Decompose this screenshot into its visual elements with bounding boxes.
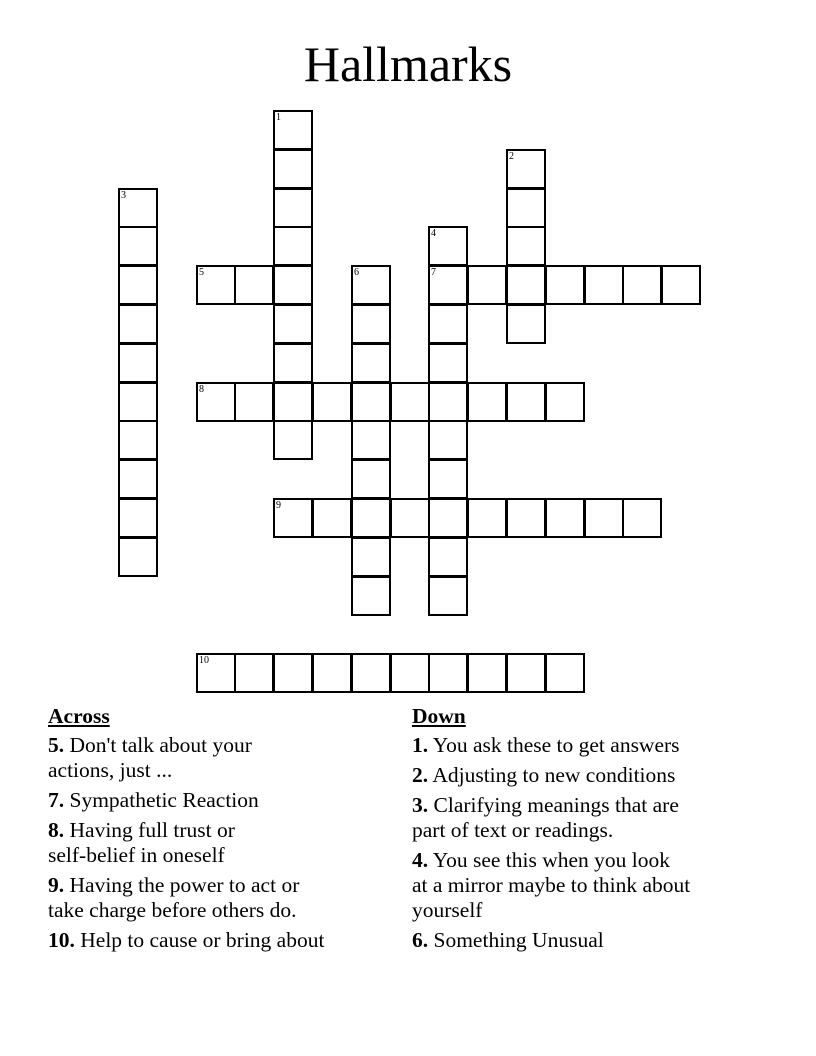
clue-number: 10 — [199, 655, 209, 666]
grid-cell[interactable] — [622, 498, 662, 538]
across-clue — [48, 873, 388, 923]
grid-cell[interactable] — [118, 382, 158, 422]
clue-text: actions, just ... — [48, 758, 173, 782]
grid-cell[interactable] — [196, 653, 236, 693]
grid-cell[interactable] — [506, 265, 546, 305]
clue-text: Something Unusual — [433, 928, 604, 952]
clue-text: Adjusting to new conditions — [432, 763, 676, 787]
down-clue — [412, 763, 752, 788]
clue-text: part of text or readings. — [412, 818, 614, 842]
clue-num: 3. — [412, 793, 429, 817]
grid-cell[interactable] — [118, 459, 158, 499]
grid-cell[interactable] — [273, 343, 313, 383]
across-clues — [48, 704, 388, 958]
clue-text: Having full trust or — [69, 818, 235, 842]
grid-cell[interactable] — [390, 653, 430, 693]
grid-cell[interactable] — [428, 343, 468, 383]
grid-cell[interactable] — [428, 459, 468, 499]
grid-cell[interactable] — [584, 265, 624, 305]
grid-cell[interactable] — [196, 382, 236, 422]
grid-cell[interactable] — [506, 498, 546, 538]
grid-cell[interactable] — [506, 149, 546, 189]
grid-cell[interactable] — [351, 459, 391, 499]
grid-cell[interactable] — [196, 265, 236, 305]
grid-cell[interactable] — [545, 265, 585, 305]
grid-cell[interactable] — [467, 653, 507, 693]
clue-text: Help to cause or bring about — [80, 928, 325, 952]
grid-cell[interactable] — [351, 343, 391, 383]
clue-num: 5. — [48, 733, 65, 757]
grid-cell[interactable] — [428, 226, 468, 266]
grid-cell[interactable] — [351, 265, 391, 305]
grid-cell[interactable] — [118, 265, 158, 305]
across-clue — [48, 928, 388, 953]
grid-cell[interactable] — [273, 149, 313, 189]
across-clue — [48, 818, 388, 868]
grid-cell[interactable] — [234, 382, 274, 422]
clue-num: 2. — [412, 763, 429, 787]
grid-cell[interactable] — [118, 188, 158, 228]
clue-text: Don't talk about your — [69, 733, 252, 757]
grid-cell[interactable] — [351, 382, 391, 422]
clue-num: 6. — [412, 928, 429, 952]
grid-cell[interactable] — [506, 382, 546, 422]
grid-cell[interactable] — [234, 653, 274, 693]
grid-cell[interactable] — [428, 576, 468, 616]
clue-text: self-belief in oneself — [48, 843, 225, 867]
grid-cell[interactable] — [234, 265, 274, 305]
grid-cell[interactable] — [428, 537, 468, 577]
grid-cell[interactable] — [351, 537, 391, 577]
clue-number: 3 — [121, 190, 126, 201]
clue-text: Having the power to act or — [69, 873, 300, 897]
clue-text: take charge before others do. — [48, 898, 297, 922]
clue-text: Sympathetic Reaction — [69, 788, 259, 812]
across-clue-list — [48, 733, 388, 953]
clue-text: You ask these to get answers — [432, 733, 680, 757]
down-clue — [412, 733, 752, 758]
grid-cell[interactable] — [118, 420, 158, 460]
grid-cell[interactable] — [273, 304, 313, 344]
grid-cell[interactable] — [428, 420, 468, 460]
clue-text: Clarifying meanings that are — [433, 793, 679, 817]
grid-cell[interactable] — [506, 304, 546, 344]
down-clues — [412, 704, 752, 958]
puzzle-title: Hallmarks — [303, 36, 513, 92]
grid-cell[interactable] — [622, 265, 662, 305]
grid-cell[interactable] — [273, 653, 313, 693]
grid-cell[interactable] — [661, 265, 701, 305]
grid-cell[interactable] — [506, 653, 546, 693]
grid-cell[interactable] — [351, 653, 391, 693]
clue-num: 4. — [412, 848, 429, 872]
grid-cell[interactable] — [545, 653, 585, 693]
grid-cell[interactable] — [118, 498, 158, 538]
grid-cell[interactable] — [273, 110, 313, 150]
down-clue — [412, 848, 752, 923]
clue-num: 9. — [48, 873, 65, 897]
across-clue — [48, 788, 388, 813]
grid-cell[interactable] — [428, 304, 468, 344]
grid-cell[interactable] — [118, 304, 158, 344]
grid-cell[interactable] — [118, 537, 158, 577]
down-clue — [412, 793, 752, 843]
grid-cell[interactable] — [351, 420, 391, 460]
grid-cell[interactable] — [273, 498, 313, 538]
clue-num: 10. — [48, 928, 75, 952]
grid-cell[interactable] — [467, 265, 507, 305]
clue-num: 1. — [412, 733, 429, 757]
grid-cell[interactable] — [428, 498, 468, 538]
clue-number: 6 — [354, 267, 359, 278]
clue-number: 5 — [199, 267, 204, 278]
down-clue — [412, 928, 752, 953]
clue-text: yourself — [412, 898, 483, 922]
grid-cell[interactable] — [312, 653, 352, 693]
across-heading: Across — [48, 704, 110, 728]
clue-number: 1 — [276, 112, 281, 123]
grid-cell[interactable] — [584, 498, 624, 538]
grid-cell[interactable] — [428, 382, 468, 422]
grid-cell[interactable] — [390, 382, 430, 422]
clue-number: 4 — [431, 228, 436, 239]
grid-cell[interactable] — [467, 498, 507, 538]
grid-cell[interactable] — [312, 498, 352, 538]
grid-cell[interactable] — [118, 343, 158, 383]
grid-cell[interactable] — [506, 188, 546, 228]
grid-cell[interactable] — [467, 382, 507, 422]
clue-number: 8 — [199, 384, 204, 395]
grid-cell[interactable] — [545, 498, 585, 538]
grid-cell[interactable] — [351, 304, 391, 344]
grid-cell[interactable] — [351, 498, 391, 538]
grid-cell[interactable] — [273, 188, 313, 228]
grid-cell[interactable] — [351, 576, 391, 616]
grid-cell[interactable] — [273, 420, 313, 460]
grid-cell[interactable] — [118, 226, 158, 266]
grid-cell[interactable] — [273, 226, 313, 266]
grid-cell[interactable] — [428, 265, 468, 305]
clue-number: 9 — [276, 500, 281, 511]
grid-cell[interactable] — [312, 382, 352, 422]
grid-cell[interactable] — [506, 226, 546, 266]
clue-text: at a mirror maybe to think about — [412, 873, 691, 897]
grid-cell[interactable] — [273, 265, 313, 305]
clue-num: 7. — [48, 788, 65, 812]
grid-cell[interactable] — [390, 498, 430, 538]
clue-number: 2 — [509, 151, 514, 162]
across-clue — [48, 733, 388, 783]
down-heading: Down — [412, 704, 466, 728]
clue-number: 7 — [431, 267, 436, 278]
down-clue-list — [412, 733, 752, 953]
grid-cell[interactable] — [273, 382, 313, 422]
clue-text: You see this when you look — [432, 848, 671, 872]
clue-num: 8. — [48, 818, 65, 842]
grid-cell[interactable] — [428, 653, 468, 693]
grid-cell[interactable] — [545, 382, 585, 422]
